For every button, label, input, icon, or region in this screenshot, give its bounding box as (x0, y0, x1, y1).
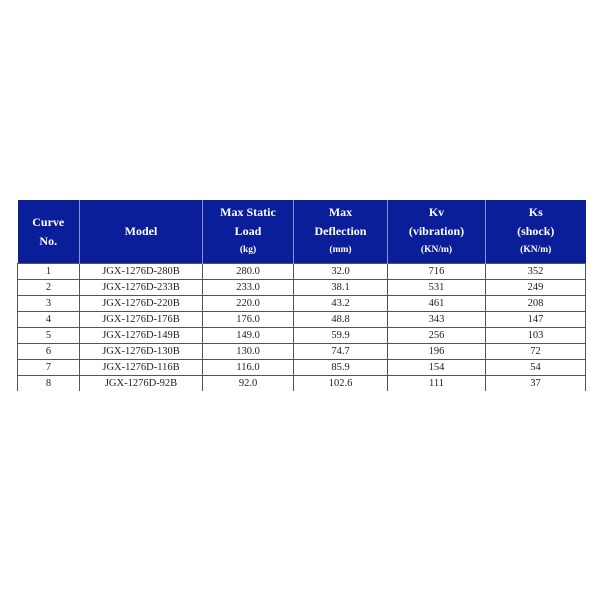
header-max-deflection (294, 200, 388, 264)
cell-curve-no: 4 (18, 312, 80, 328)
header-curve-line1: Curve (32, 214, 65, 229)
cell-max-deflection: 38.1 (294, 280, 388, 296)
header-row (18, 200, 586, 264)
cell-model: JGX-1276D-220B (80, 296, 203, 312)
header-ks-line1: Ks (528, 205, 543, 219)
cell-ks: 72 (486, 344, 586, 360)
spec-table (17, 200, 586, 391)
table-row (18, 280, 586, 296)
cell-model: JGX-1276D-92B (80, 376, 203, 392)
header-ks (486, 200, 586, 264)
table-row (18, 344, 586, 360)
header-kv (388, 200, 486, 264)
cell-curve-no: 5 (18, 328, 80, 344)
cell-curve-no: 6 (18, 344, 80, 360)
cell-ks: 37 (486, 376, 586, 392)
table-row (18, 264, 586, 280)
cell-model: JGX-1276D-176B (80, 312, 203, 328)
cell-model: JGX-1276D-149B (80, 328, 203, 344)
header-max-static-load (203, 200, 294, 264)
cell-kv: 256 (388, 328, 486, 344)
cell-ks: 208 (486, 296, 586, 312)
header-load-unit: (kg) (239, 245, 257, 255)
cell-ks: 54 (486, 360, 586, 376)
header-model-label: Model (124, 224, 158, 238)
header-deflection-line1: Max (328, 205, 353, 219)
header-kv-unit: (KN/m) (420, 245, 453, 255)
header-deflection-unit: (mm) (329, 245, 352, 255)
cell-max-static-load: 130.0 (203, 344, 294, 360)
table-row (18, 376, 586, 392)
cell-max-static-load: 149.0 (203, 328, 294, 344)
table-header (18, 200, 586, 264)
cell-curve-no: 2 (18, 280, 80, 296)
cell-max-static-load: 220.0 (203, 296, 294, 312)
cell-max-deflection: 102.6 (294, 376, 388, 392)
header-ks-line2: (shock) (517, 224, 555, 238)
cell-kv: 343 (388, 312, 486, 328)
header-ks-unit: (KN/m) (520, 245, 552, 255)
header-deflection-line2: Deflection (314, 224, 367, 238)
cell-ks: 352 (486, 264, 586, 280)
table-body (18, 264, 586, 392)
header-kv-line2: (vibration) (408, 224, 465, 238)
header-kv-line1: Kv (428, 205, 445, 219)
cell-curve-no: 8 (18, 376, 80, 392)
cell-curve-no: 1 (18, 264, 80, 280)
header-load-line2: Load (234, 224, 262, 238)
cell-max-deflection: 48.8 (294, 312, 388, 328)
cell-max-static-load: 176.0 (203, 312, 294, 328)
cell-max-deflection: 43.2 (294, 296, 388, 312)
cell-max-deflection: 85.9 (294, 360, 388, 376)
cell-max-deflection: 32.0 (294, 264, 388, 280)
cell-curve-no: 3 (18, 296, 80, 312)
cell-ks: 249 (486, 280, 586, 296)
cell-ks: 147 (486, 312, 586, 328)
cell-max-deflection: 59.9 (294, 328, 388, 344)
cell-kv: 154 (388, 360, 486, 376)
cell-max-static-load: 116.0 (203, 360, 294, 376)
cell-max-static-load: 280.0 (203, 264, 294, 280)
cell-model: JGX-1276D-280B (80, 264, 203, 280)
table-row (18, 360, 586, 376)
cell-curve-no: 7 (18, 360, 80, 376)
cell-kv: 111 (388, 376, 486, 392)
cell-ks: 103 (486, 328, 586, 344)
cell-max-static-load: 92.0 (203, 376, 294, 392)
header-model (80, 200, 203, 264)
header-curve-no (18, 200, 80, 264)
cell-kv: 531 (388, 280, 486, 296)
cell-max-deflection: 74.7 (294, 344, 388, 360)
table-row (18, 296, 586, 312)
cell-kv: 196 (388, 344, 486, 360)
header-curve-line2: No. (39, 233, 58, 248)
cell-kv: 716 (388, 264, 486, 280)
cell-model: JGX-1276D-130B (80, 344, 203, 360)
cell-kv: 461 (388, 296, 486, 312)
cell-model: JGX-1276D-233B (80, 280, 203, 296)
cell-model: JGX-1276D-116B (80, 360, 203, 376)
table-row (18, 328, 586, 344)
table-row (18, 312, 586, 328)
cell-max-static-load: 233.0 (203, 280, 294, 296)
header-load-line1: Max Static (220, 205, 276, 219)
